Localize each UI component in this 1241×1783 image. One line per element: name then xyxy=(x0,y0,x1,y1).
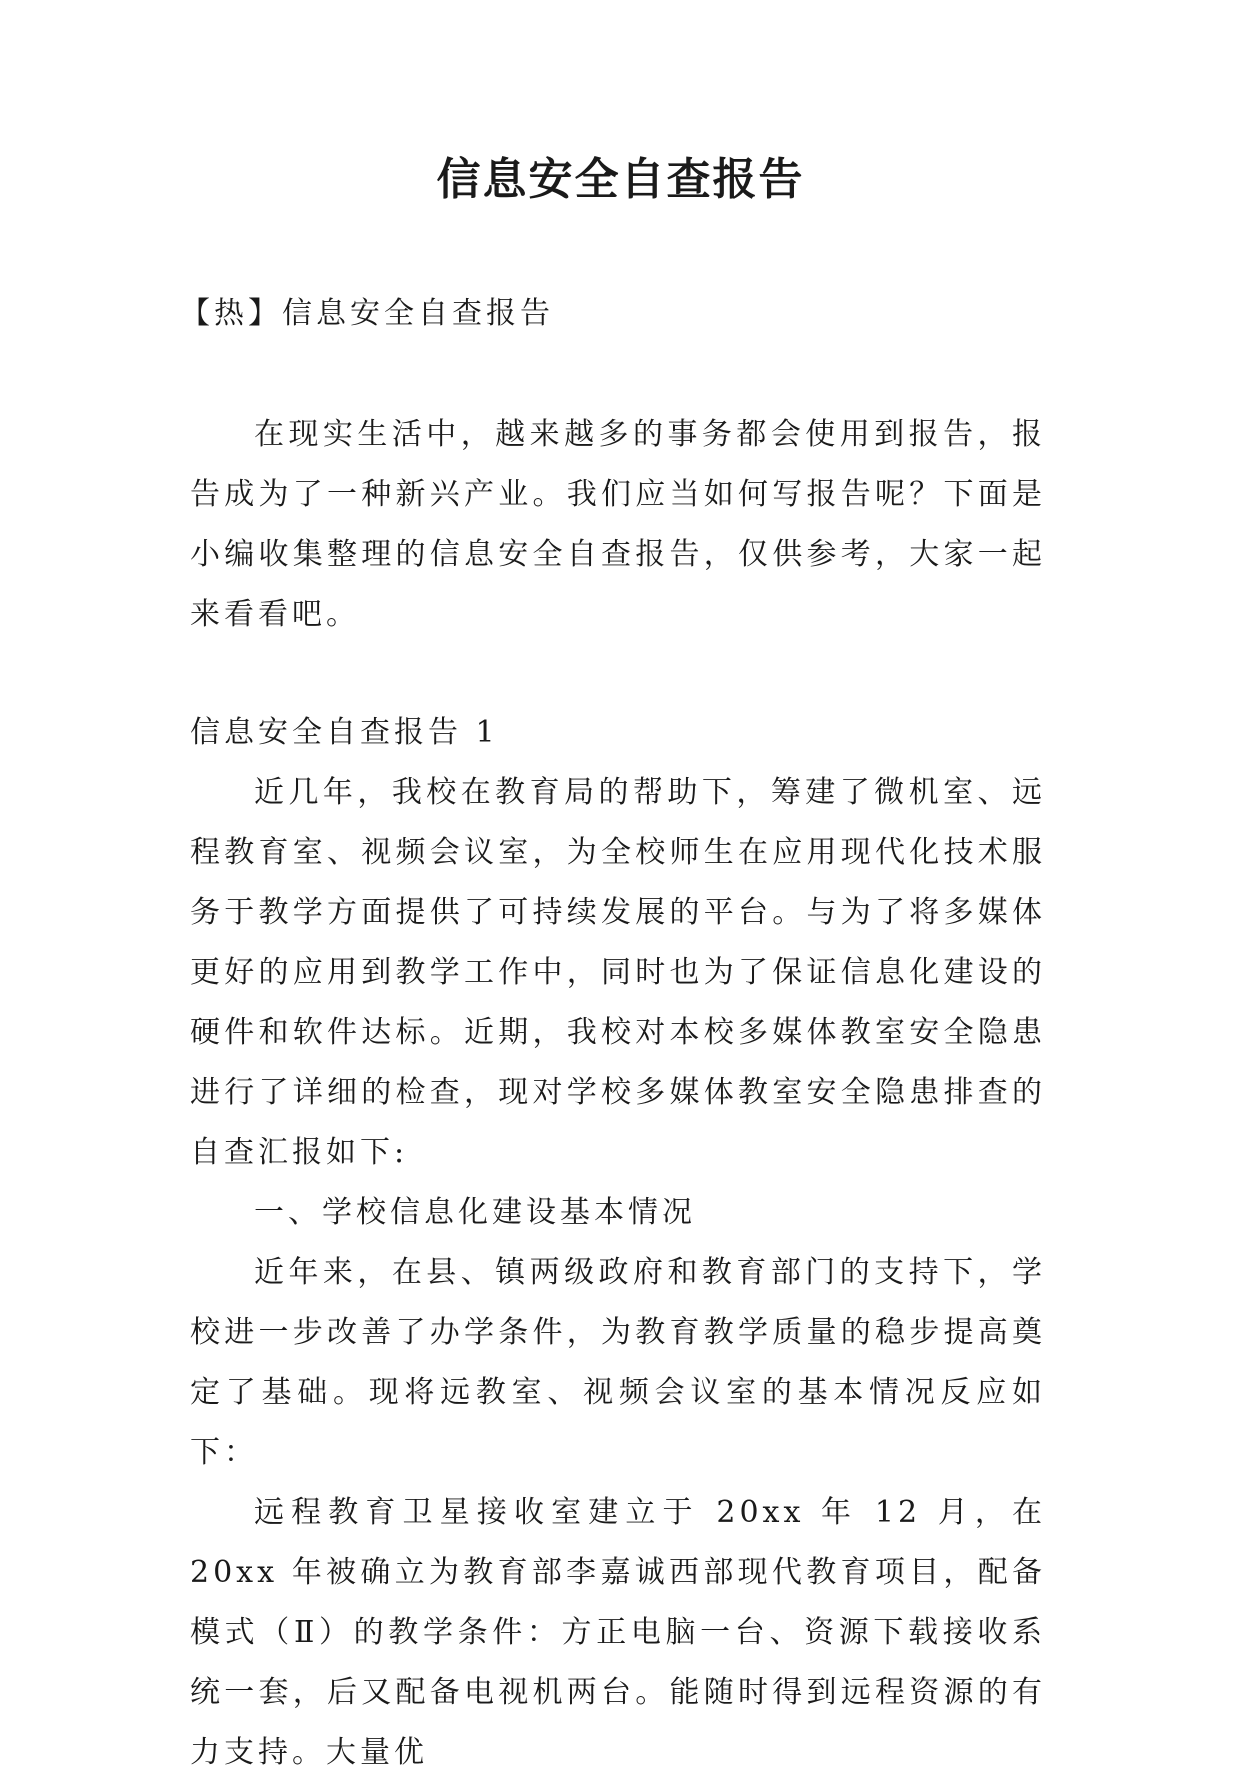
heading-basic-situation: 一、学校信息化建设基本情况 xyxy=(254,1195,696,1230)
paragraph-gap xyxy=(190,645,1046,703)
document-body xyxy=(190,405,1046,1783)
intro-paragraph: 在现实生活中，越来越多的事务都会使用到报告，报告成为了一种新兴产业。我们应当如何写报告呢？下面是小编收集整理的信息安全自查报告，仅供参考，大家一起来看看吧。 xyxy=(190,417,1046,632)
document-subtitle: 【热】信息安全自查报告 xyxy=(180,296,554,331)
section-title: 信息安全自查报告 1 xyxy=(190,715,499,750)
body-paragraph: 远程教育卫星接收室建立于 20xx 年 12 月，在 20xx 年被确立为教育部李嘉诚西部现代教育项目，配备模式（Ⅱ）的教学条件：方正电脑一台、资源下载接收系统一套，后又配备电视机两台。能随时得到远程资源的有力支持。大量优 xyxy=(190,1495,1046,1770)
document-title: 信息安全自查报告 xyxy=(436,154,805,205)
body-paragraph: 近几年，我校在教育局的帮助下，筹建了微机室、远程教育室、视频会议室，为全校师生在应用现代化技术服务于教学方面提供了可持续发展的平台。与为了将多媒体更好的应用到教学工作中，同时也为了保证信息化建设的硬件和软件达标。近期，我校对本校多媒体教室安全隐患进行了详细的检查，现对学校多媒体教室安全隐患排查的自查汇报如下: xyxy=(190,775,1046,1170)
body-paragraph: 近年来，在县、镇两级政府和教育部门的支持下，学校进一步改善了办学条件，为教育教学质量的稳步提高奠定了基础。现将远教室、视频会议室的基本情况反应如下： xyxy=(190,1255,1046,1470)
